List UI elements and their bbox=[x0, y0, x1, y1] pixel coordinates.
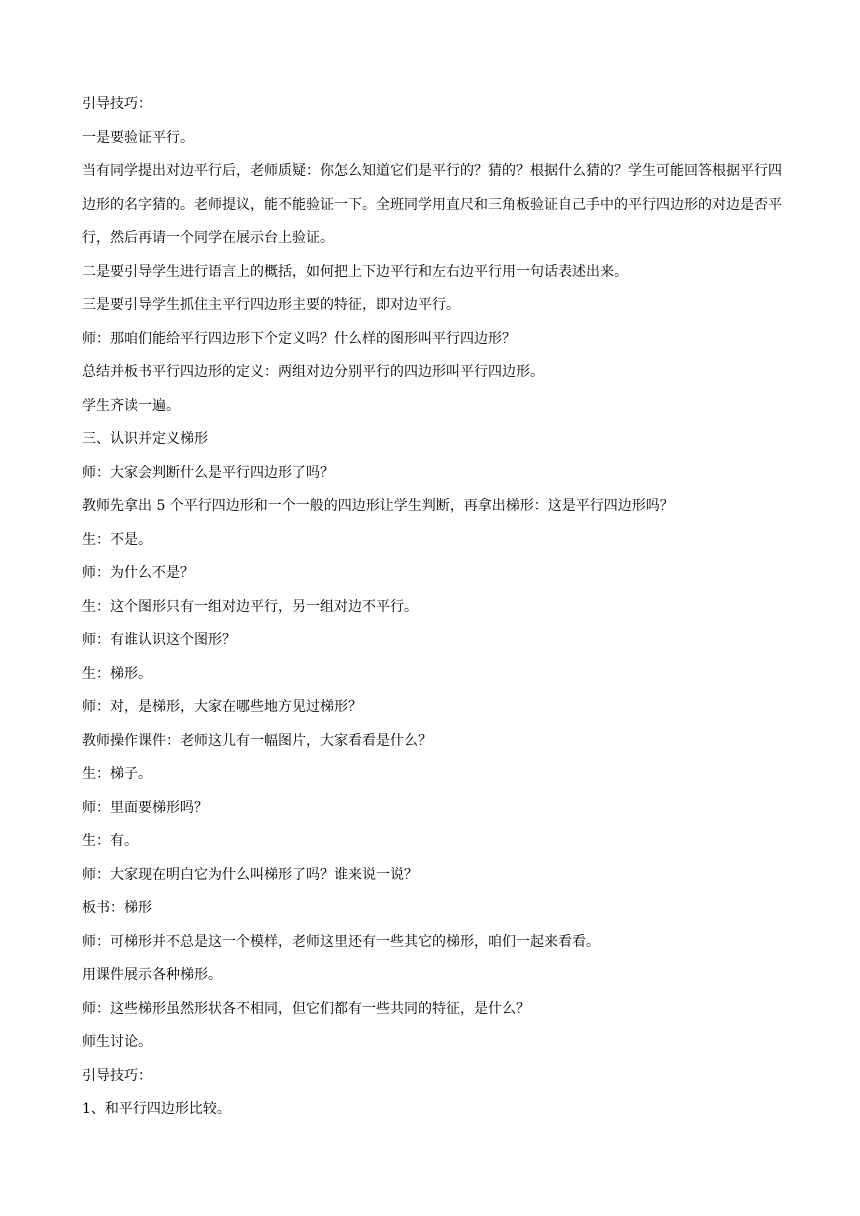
paragraph: 师：大家现在明白它为什么叫梯形了吗？谁来说一说？ bbox=[82, 866, 418, 883]
paragraph: 师：对，是梯形，大家在哪些地方见过梯形？ bbox=[82, 699, 362, 715]
paragraph: 教师先拿出 5 个平行四边形和一个一般的四边形让学生判断，再拿出梯形：这是平行四边形吗？ bbox=[82, 498, 674, 514]
paragraph: 三是要引导学生抓住主平行四边形主要的特征，即对边平行。 bbox=[82, 297, 460, 313]
paragraph: 板书：梯形 bbox=[82, 900, 152, 916]
section-heading: 三、认识并定义梯形 bbox=[82, 431, 208, 447]
paragraph: 师：为什么不是？ bbox=[82, 565, 194, 581]
paragraph: 引导技巧： bbox=[82, 96, 152, 112]
paragraph: 生：这个图形只有一组对边平行，另一组对边不平行。 bbox=[82, 598, 418, 615]
paragraph: 总结并板书平行四边形的定义：两组对边分别平行的四边形叫平行四边形。 bbox=[82, 364, 544, 380]
paragraph: 引导技巧： bbox=[82, 1067, 152, 1084]
paragraph: 生：梯形。 bbox=[82, 665, 152, 682]
paragraph: 师生讨论。 bbox=[82, 1034, 152, 1050]
paragraph: 当有同学提出对边平行后，老师质疑：你怎么知道它们是平行的？猜的？根据什么猜的？学生可能回答根据平行四边形的名字猜的。老师提议，能不能验证一下。全班同学用直尺和三角板验证自己手中的平行四边形的对边是否平行，然后再请一个同学在展示台上验证。 bbox=[82, 163, 782, 246]
paragraph: 师：大家会判断什么是平行四边形了吗？ bbox=[82, 464, 334, 481]
paragraph: 用课件展示各种梯形。 bbox=[82, 967, 222, 983]
paragraph: 1、和平行四边形比较。 bbox=[82, 1101, 231, 1117]
paragraph: 一是要验证平行。 bbox=[82, 129, 194, 146]
paragraph: 生：不是。 bbox=[82, 531, 152, 548]
paragraph: 师：可梯形并不总是这一个模样，老师这里还有一些其它的梯形，咱们一起来看看。 bbox=[82, 933, 600, 950]
paragraph: 二是要引导学生进行语言上的概括，如何把上下边平行和左右边平行用一句话表述出来。 bbox=[82, 263, 628, 280]
paragraph: 教师操作课件：老师这儿有一幅图片，大家看看是什么？ bbox=[82, 732, 432, 749]
paragraph: 生：梯子。 bbox=[82, 766, 152, 782]
document-body bbox=[82, 88, 787, 1127]
paragraph: 师：这些梯形虽然形状各不相同，但它们都有一些共同的特征，是什么？ bbox=[82, 1000, 530, 1017]
paragraph: 生：有。 bbox=[82, 833, 138, 849]
paragraph: 师：里面要梯形吗？ bbox=[82, 799, 208, 816]
paragraph: 师：那咱们能给平行四边形下个定义吗？什么样的图形叫平行四边形？ bbox=[82, 330, 516, 347]
paragraph: 师：有谁认识这个图形？ bbox=[82, 632, 236, 648]
paragraph: 学生齐读一遍。 bbox=[82, 397, 180, 414]
